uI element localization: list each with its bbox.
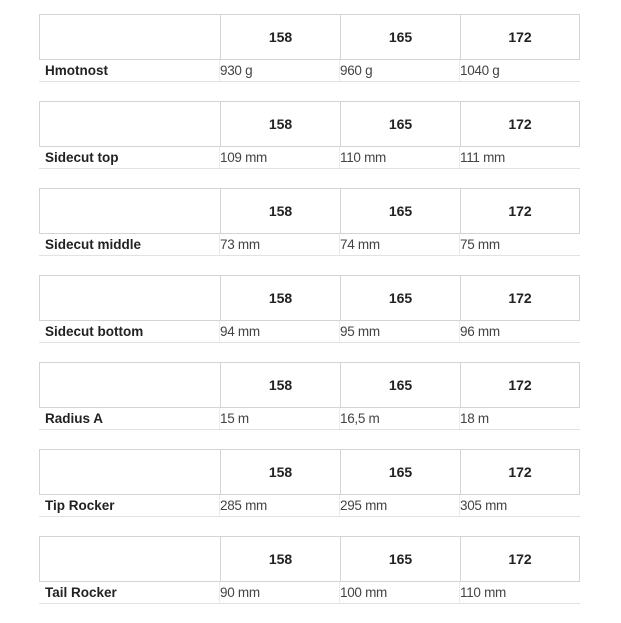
size-header-cell: 165 — [340, 537, 460, 581]
spec-label: Sidecut top — [45, 150, 119, 165]
spec-value-row — [39, 408, 580, 430]
size-header-cell: 158 — [220, 537, 340, 581]
spec-table — [39, 188, 580, 256]
size-header-cell: 158 — [220, 450, 340, 494]
size-header-cell: 172 — [460, 189, 579, 233]
header-empty-cell — [40, 276, 220, 320]
size-header-cell: 158 — [220, 189, 340, 233]
header-empty-cell — [40, 450, 220, 494]
spec-label: Sidecut bottom — [45, 324, 144, 339]
header-empty-cell — [40, 537, 220, 581]
size-header-cell: 165 — [340, 102, 460, 146]
spec-value-row — [39, 582, 580, 604]
size-header-cell: 172 — [460, 450, 579, 494]
spec-table — [39, 536, 580, 604]
size-header-row — [39, 188, 580, 234]
spec-value-row — [39, 234, 580, 256]
spec-table — [39, 14, 580, 82]
spec-value-row — [39, 321, 580, 343]
spec-value-cell: 960 g — [339, 60, 459, 81]
header-empty-cell — [40, 15, 220, 59]
spec-value-cell: 285 mm — [219, 495, 339, 516]
header-empty-cell — [40, 102, 220, 146]
size-header-cell: 165 — [340, 276, 460, 320]
spec-value-cell: 96 mm — [459, 321, 579, 342]
size-header-row — [39, 14, 580, 60]
spec-value-cell: 305 mm — [459, 495, 579, 516]
size-header-cell: 158 — [220, 363, 340, 407]
spec-label: Hmotnost — [45, 63, 108, 78]
spec-value-cell: 1040 g — [459, 60, 579, 81]
size-header-cell: 165 — [340, 363, 460, 407]
spec-value-cell: 74 mm — [339, 234, 459, 255]
size-header-cell: 172 — [460, 537, 579, 581]
spec-value-cell: 15 m — [219, 408, 339, 429]
spec-value-row — [39, 60, 580, 82]
spec-value-row — [39, 147, 580, 169]
spec-label: Tail Rocker — [45, 585, 117, 600]
spec-value-cell: 16,5 m — [339, 408, 459, 429]
spec-value-cell: 110 mm — [339, 147, 459, 168]
spec-value-cell: 100 mm — [339, 582, 459, 603]
spec-value-cell: 95 mm — [339, 321, 459, 342]
size-header-cell: 165 — [340, 450, 460, 494]
spec-value-cell: 73 mm — [219, 234, 339, 255]
spec-value-row — [39, 495, 580, 517]
size-header-row — [39, 275, 580, 321]
spec-value-cell: 90 mm — [219, 582, 339, 603]
spec-value-cell: 18 m — [459, 408, 579, 429]
size-header-cell: 172 — [460, 102, 579, 146]
size-header-cell: 172 — [460, 276, 579, 320]
header-empty-cell — [40, 363, 220, 407]
spec-table — [39, 275, 580, 343]
spec-value-cell: 111 mm — [459, 147, 579, 168]
spec-value-cell: 295 mm — [339, 495, 459, 516]
spec-label: Radius A — [45, 411, 104, 426]
spec-tables — [39, 14, 580, 623]
size-header-cell: 172 — [460, 15, 579, 59]
spec-value-cell: 109 mm — [219, 147, 339, 168]
spec-table — [39, 362, 580, 430]
header-empty-cell — [40, 189, 220, 233]
size-header-cell: 165 — [340, 15, 460, 59]
spec-label: Sidecut middle — [45, 237, 142, 252]
size-header-cell: 158 — [220, 276, 340, 320]
spec-value-cell: 94 mm — [219, 321, 339, 342]
size-header-row — [39, 362, 580, 408]
size-header-row — [39, 536, 580, 582]
spec-value-cell: 75 mm — [459, 234, 579, 255]
spec-label: Tip Rocker — [45, 498, 115, 513]
spec-table — [39, 101, 580, 169]
spec-value-cell: 110 mm — [459, 582, 579, 603]
spec-table — [39, 449, 580, 517]
size-header-cell: 172 — [460, 363, 579, 407]
spec-value-cell: 930 g — [219, 60, 339, 81]
size-header-cell: 165 — [340, 189, 460, 233]
size-header-row — [39, 449, 580, 495]
size-header-cell: 158 — [220, 102, 340, 146]
size-header-row — [39, 101, 580, 147]
size-header-cell: 158 — [220, 15, 340, 59]
